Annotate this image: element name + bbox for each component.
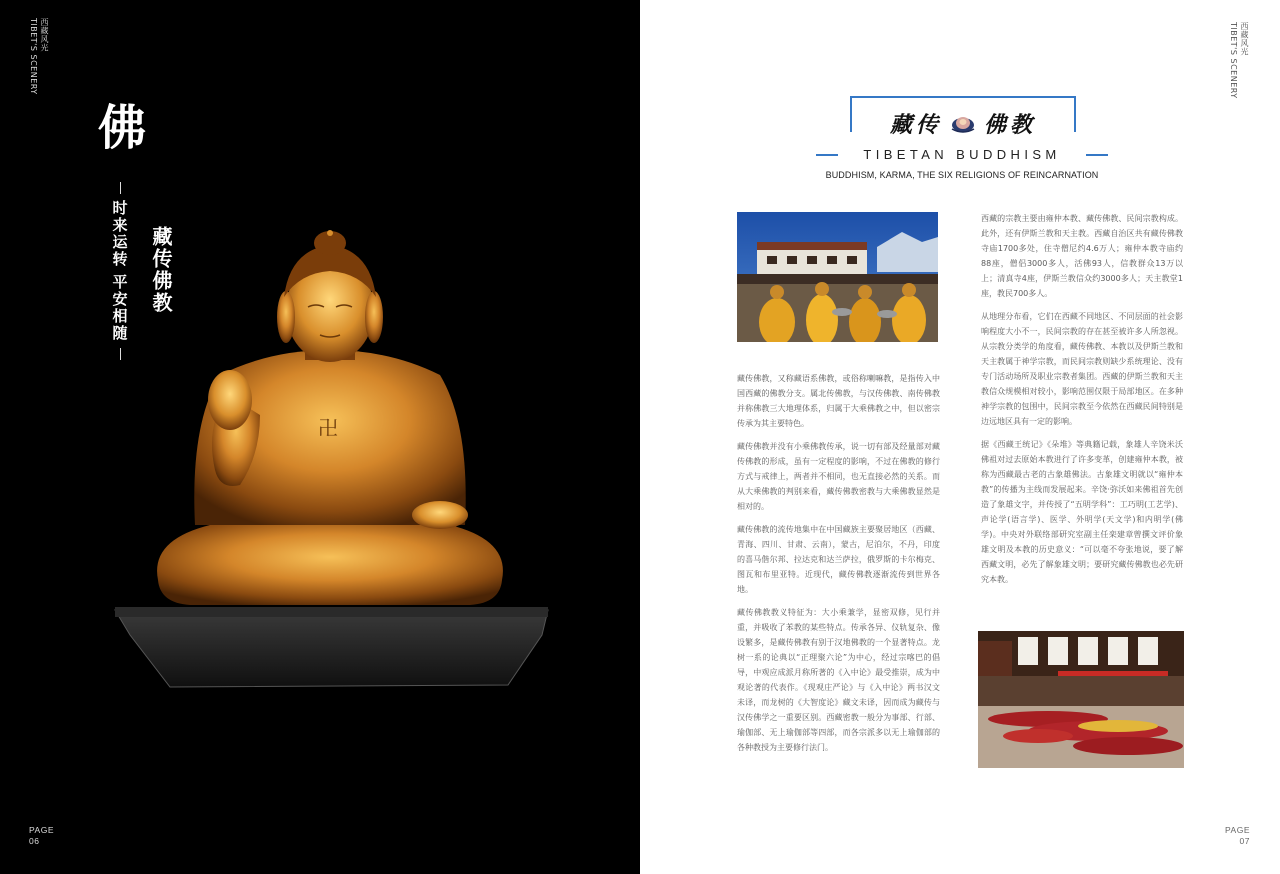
page-label: PAGE <box>29 825 54 835</box>
title-part-2: 佛教 <box>984 112 1037 138</box>
page-number-value: 07 <box>1239 836 1250 846</box>
side-label-cn: 西藏风光 <box>1240 22 1249 56</box>
vertical-title: 藏传佛教 <box>149 226 173 314</box>
right-page <box>640 0 1280 874</box>
side-label <box>1228 22 1250 99</box>
title-part-1: 藏传 <box>889 112 942 138</box>
buddha-statue-image <box>110 225 555 705</box>
svg-text:卍: 卍 <box>318 416 338 440</box>
side-label-cn: 西藏风光 <box>40 18 49 52</box>
big-calligraphy-char: 佛 <box>98 100 147 156</box>
paragraph: 从地理分布看，它们在西藏不同地区、不同层面的社会影响程度大小不一，民间宗教的存在甚至被许多人所忽视。从宗教分类学的角度看，藏传佛教、本教以及伊斯兰教和天主教属于神学宗教，而民间宗教则缺少系统理论、没有专门活动场所及职业宗教者集团。西藏的伊斯兰教和天主教信众规模相对较小，影响范围仅限于局部地区。在多种神学宗教的包围中，民间宗教至今依然在西藏民间特别是边远地区具有一定的影响。 <box>981 312 1183 426</box>
side-label <box>28 18 50 95</box>
subtitle-left-rule <box>816 154 838 156</box>
right-column <box>981 211 1183 595</box>
monk-assembly-photo <box>978 631 1184 768</box>
poem-line-1: 时来运转 <box>110 200 129 268</box>
paragraph: 藏传佛教并没有小乘佛教传承，说一切有部及经量部对藏传佛教的形成，虽有一定程度的影响，不过在佛教的修行方式与戒律上，两者并不相同，也无直接必然的关系。而从大乘佛教的判别来看，藏传佛教密教与大乘佛教显然是相对的。 <box>737 442 940 511</box>
page-number-value: 06 <box>29 836 40 846</box>
page-title <box>850 108 1076 139</box>
paragraph: 藏传佛教教义特征为：大小乘兼学，显密双修，见行并重，并吸收了苯教的某些特点。传承各异、仪轨复杂、像设繁多，是藏传佛教有别于汉地佛教的一个显著特点。龙树一系的论典以“正理聚六论”为中心，经过宗喀巴的倡导，中观应成派月称所著的《入中论》最受推崇，成为中观论著的代表作。《现观庄严论》与《入中论》两书汉文未译，而龙树的《大智度论》藏文未译，因而成为藏传与汉传佛学之一重要区别。西藏密教一般分为事部、行部、瑜伽部、无上瑜伽部等四部，而各宗派多以无上瑜伽部的各种教授为主要修行法门。 <box>737 608 940 752</box>
lotus-icon <box>950 113 976 135</box>
paragraph: 藏传佛教，又称藏语系佛教，或俗称喇嘛教，是指传入中国西藏的佛教分支。属北传佛教，与汉传佛教、南传佛教并称佛教三大地理体系，归属于大乘佛教之中，但以密宗传承为其主要特色。 <box>737 374 940 428</box>
poem-top-bar <box>120 182 121 194</box>
left-column <box>737 371 940 763</box>
subtitle: TIBETAN BUDDHISM <box>863 147 1061 162</box>
tagline: BUDDHISM, KARMA, THE SIX RELIGIONS OF REINCARNATION <box>825 170 1099 180</box>
paragraph: 西藏的宗教主要由雍仲本教、藏传佛教、民间宗教构成。此外，还有伊斯兰教和天主教。西藏自治区共有藏传佛教寺庙1700多处，住寺僧尼约4.6万人；雍仲本教寺庙约88座，僧侣3000多人，活佛93人，信教群众13万以上；清真寺4座，伊斯兰教信众约3000多人；天主教堂1座，教民700多人。 <box>981 214 1183 298</box>
page-number <box>1225 825 1250 847</box>
page-label: PAGE <box>1225 825 1250 835</box>
side-label-en: TIBET'S SCENERY <box>29 18 38 95</box>
side-label-en: TIBET'S SCENERY <box>1229 22 1238 99</box>
poem-line-2: 平安相随 <box>110 274 129 342</box>
paragraph: 据《西藏王统记》《朵堆》等典籍记载，象雄人辛饶米沃佛祖对过去原始本教进行了许多变革，创建雍仲本教，被称为西藏最古老的古象雄佛法。古象雄文明就以“雍仲本教”的传播为主线而发展起来。辛饶·弥沃如来佛祖首先创造了象雄文字，并传授了“五明学科”：工巧明(工艺学)、声论学(语言学)、医学、外明学(天文学)和内明学(佛学)。中央对外联络部研究室副主任栾建章曾撰文评价象雄文明及本教的历史意义：“可以毫不夸张地说，要了解西藏文明，必先了解象雄文明；要研究藏传佛教也必先研究本教。 <box>981 440 1183 584</box>
subtitle-row <box>816 147 1108 162</box>
page-number <box>29 825 54 847</box>
monk-ceremony-photo <box>737 212 938 342</box>
paragraph: 藏传佛教的流传地集中在中国藏族主要聚居地区（西藏、青海、四川、甘肃、云南），蒙古，尼泊尔，不丹，印度的喜马偕尔邦、拉达克和达兰萨拉，俄罗斯的卡尔梅克、图瓦和布里亚特。近现代，藏传佛教逐渐流传到世界各地。 <box>737 525 940 594</box>
subtitle-right-rule <box>1086 154 1108 156</box>
